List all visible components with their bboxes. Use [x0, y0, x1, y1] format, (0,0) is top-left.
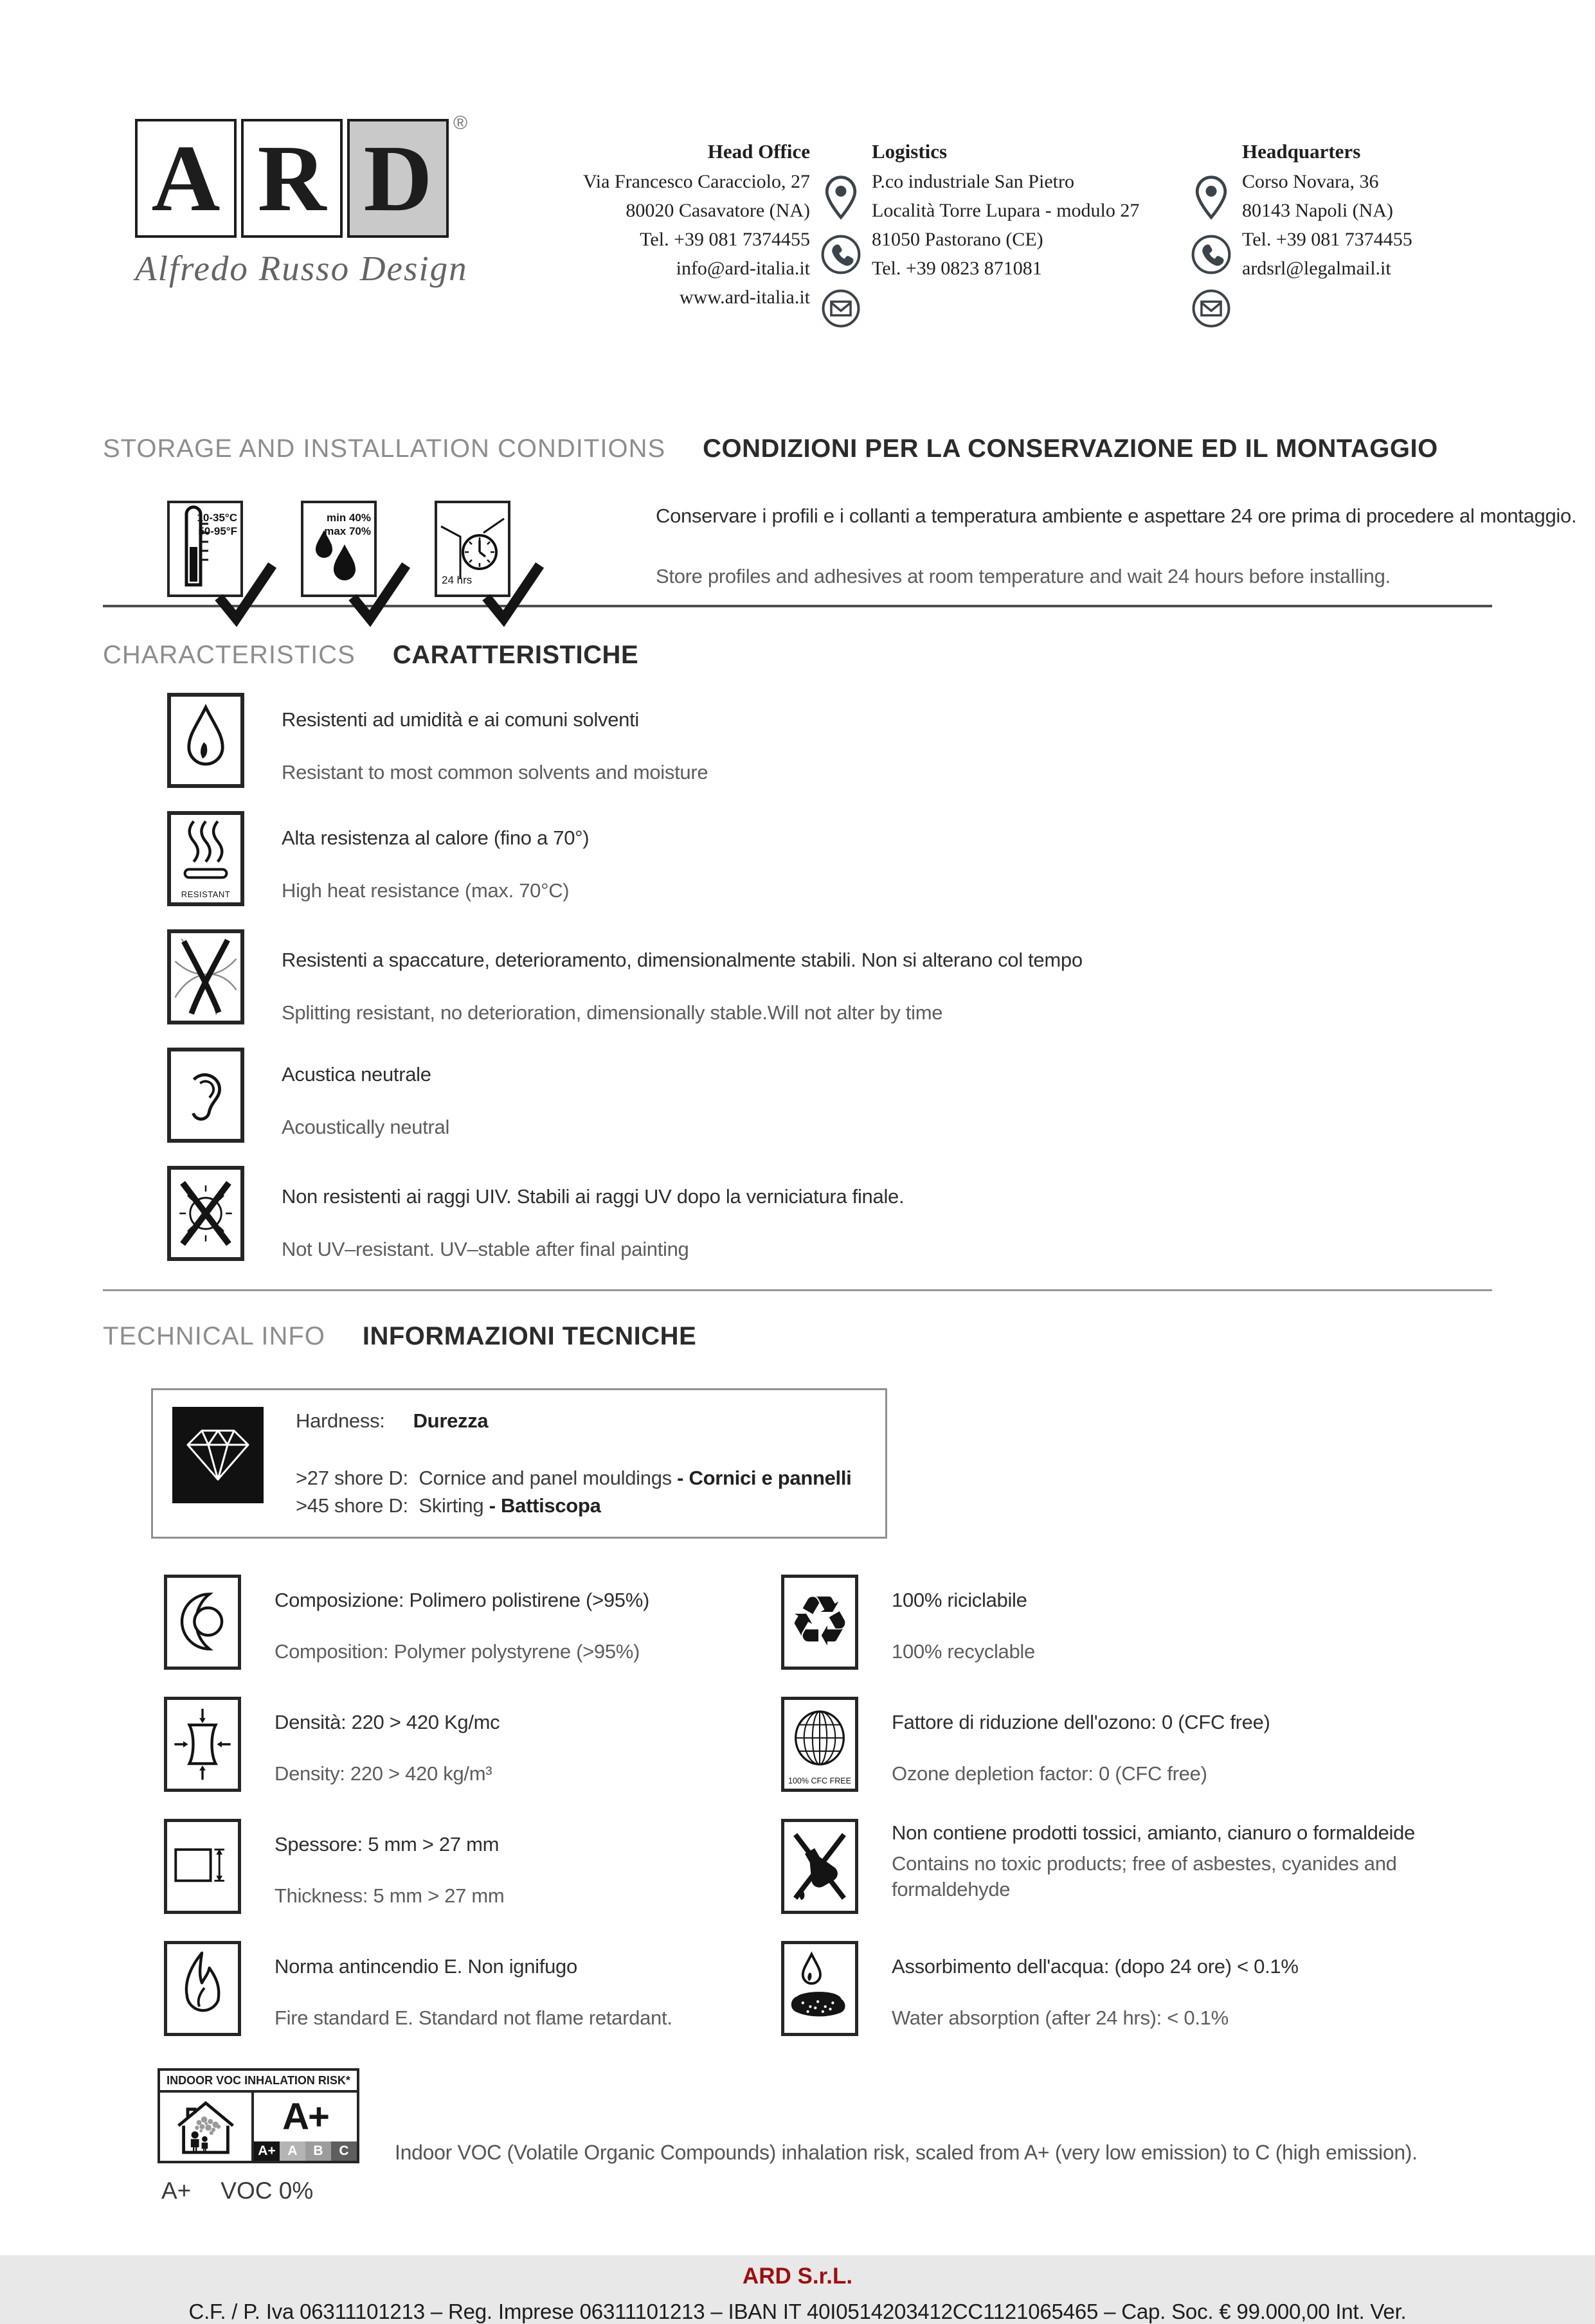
characteristic-row — [167, 811, 1492, 906]
tech-cell-no-toxic — [781, 1819, 1492, 1914]
hardness-it: - Cornici e pannelli — [677, 1467, 852, 1489]
storage-icons — [167, 501, 656, 598]
storage-text-en: Store profiles and adhesives at room temperature and wait 24 hours before installing. — [656, 565, 1391, 587]
headquarters-block — [1242, 137, 1486, 332]
logistics-phone: Tel. +39 0823 871081 — [872, 257, 1042, 279]
checkmark-icon — [480, 560, 546, 627]
checkmark-icon — [212, 560, 279, 627]
not-uv-resistant-icon — [167, 1166, 244, 1261]
checkmark-icon — [346, 560, 413, 627]
wait-24-hours-icon — [435, 501, 510, 597]
voc-scale-a-plus: A+ — [254, 2141, 280, 2161]
acoustically-neutral-icon — [167, 1048, 244, 1143]
thickness-icon — [164, 1819, 241, 1914]
tech-cell-recyclable — [781, 1575, 1492, 1670]
characteristic-it: Acustica neutrale — [282, 1063, 431, 1086]
voc-grade: A+ — [282, 2096, 329, 2138]
tech-item-it: Composizione: Polimero polistirene (>95%) — [275, 1588, 649, 1611]
temperature-range-icon — [167, 501, 243, 597]
voc-description: Indoor VOC (Volatile Organic Compounds) inhalation risk, scaled from A+ (very low emission) to C (high emission). — [395, 2141, 1418, 2165]
header — [103, 0, 1492, 332]
hardness-box — [151, 1388, 887, 1539]
wait-24h-label: 24 hrs — [442, 573, 473, 586]
logo-subtitle: Alfredo Russo Design — [135, 249, 468, 288]
voc-scale-b: B — [305, 2141, 331, 2161]
hardness-value: >27 shore D: — [296, 1467, 408, 1489]
humidity-range-icon — [301, 501, 377, 597]
phone-icon — [820, 234, 861, 278]
tech-item-it: Fattore di riduzione dell'ozono: 0 (CFC free) — [892, 1710, 1270, 1733]
no-toxic-products-icon — [781, 1819, 858, 1914]
tech-cell-density — [164, 1697, 775, 1792]
hardness-row — [296, 1492, 852, 1520]
voc-scale-a: A — [280, 2141, 305, 2161]
voc-section — [158, 2068, 1492, 2204]
recyclable-icon: ♻ — [781, 1575, 858, 1670]
tech-cell-composition — [164, 1575, 775, 1670]
hardness-en: Skirting — [419, 1494, 484, 1517]
logistics-block — [872, 137, 1180, 332]
divider — [103, 1289, 1492, 1291]
moisture-resistant-icon — [167, 693, 244, 788]
headquarters-title: Headquarters — [1242, 140, 1361, 163]
heat-resistant-icon-label: RESISTANT — [181, 889, 231, 899]
divider — [103, 605, 1492, 607]
footer-company-name: ARD S.r.L. — [742, 2263, 853, 2289]
voc-house-icon — [160, 2093, 254, 2161]
tech-item-en: Water absorption (after 24 hrs): < 0.1% — [892, 2006, 1229, 2029]
tech-item-it: Norma antincendio E. Non ignifugo — [275, 1954, 577, 1978]
head-office-website: www.ard-italia.it — [680, 286, 810, 308]
temperature-fahrenheit-label: 50-95°F — [198, 525, 237, 538]
storage-body — [103, 501, 1577, 598]
characteristic-it: Resistenti ad umidità e ai comuni solventi — [282, 708, 640, 731]
characteristic-row — [167, 693, 1492, 788]
density-icon — [164, 1697, 241, 1792]
head-office-phone: Tel. +39 081 7374455 — [640, 228, 810, 250]
logo-letter-d: D — [347, 119, 449, 238]
tech-item-en: Ozone depletion factor: 0 (CFC free) — [892, 1762, 1207, 1785]
footer — [103, 2264, 1492, 2324]
characteristic-en: Acoustically neutral — [282, 1116, 450, 1138]
logistics-address-line: 81050 Pastorano (CE) — [872, 228, 1043, 250]
characteristic-row — [167, 1048, 1492, 1143]
tech-cell-ozone — [781, 1697, 1492, 1792]
heat-resistant-icon — [167, 811, 244, 906]
characteristic-it: Non resistenti ai raggi UIV. Stabili ai raggi UV dopo la verniciatura finale. — [282, 1185, 905, 1208]
storage-title-it: CONDIZIONI PER LA CONSERVAZIONE ED IL MONTAGGIO — [703, 434, 1438, 463]
logistics-address-line: P.co industriale San Pietro — [872, 170, 1074, 192]
technical-section-heading — [103, 1322, 1492, 1351]
hardness-value: >45 shore D: — [296, 1494, 408, 1517]
technical-title-it: INFORMAZIONI TECNICHE — [362, 1322, 697, 1350]
characteristic-en: Resistant to most common solvents and moisture — [282, 761, 708, 783]
ozone-depletion-icon — [781, 1697, 858, 1792]
head-office-address-line: Via Francesco Caracciolo, 27 — [582, 170, 810, 192]
headquarters-email: ardsrl@legalmail.it — [1242, 257, 1391, 279]
logo-letter-a: A — [135, 119, 237, 238]
tech-item-it: Densità: 220 > 420 Kg/mc — [275, 1710, 500, 1733]
hardness-en: Cornice and panel mouldings — [419, 1467, 672, 1489]
characteristics-section-heading — [103, 641, 1492, 670]
storage-text-it: Conservare i profili e i collanti a temperatura ambiente e aspettare 24 ore prima di procedere al montaggio. — [656, 505, 1577, 527]
technical-title-en: TECHNICAL INFO — [103, 1322, 325, 1350]
characteristic-row — [167, 929, 1492, 1024]
tech-item-it: Non contiene prodotti tossici, amianto, cianuro o formaldeide — [892, 1821, 1415, 1844]
voc-scale — [254, 2141, 357, 2161]
tech-item-it: Assorbimento dell'acqua: (dopo 24 ore) < 0.1% — [892, 1954, 1299, 1978]
technical-grid — [164, 1575, 1492, 2036]
humidity-min-label: min 40% — [327, 512, 371, 524]
composition-icon — [164, 1575, 241, 1670]
ozone-icon-label: 100% CFC FREE — [788, 1776, 851, 1785]
tech-item-en: Density: 220 > 420 kg/m³ — [275, 1762, 492, 1785]
email-icon — [821, 289, 861, 332]
voc-result-value: VOC 0% — [221, 2177, 314, 2204]
water-absorption-icon — [781, 1941, 858, 2036]
contact-columns — [553, 119, 1492, 332]
voc-scale-c: C — [331, 2141, 357, 2161]
head-office-title: Head Office — [707, 140, 810, 163]
voc-box-title: INDOOR VOC INHALATION RISK* — [160, 2071, 357, 2093]
tech-item-en: Fire standard E. Standard not flame retardant. — [275, 2006, 672, 2029]
voc-result-grade: A+ — [161, 2177, 192, 2204]
characteristic-en: Splitting resistant, no deterioration, dimensionally stable.Will not alter by time — [282, 1001, 943, 1024]
voc-result — [161, 2177, 359, 2204]
hardness-label-en: Hardness: — [296, 1409, 385, 1432]
footer-legal-line: C.F. / P. Iva 06311101213 – Reg. Imprese 06311101213 – IBAN IT 40I0514203412CC1121065465 – Cap. Soc. € 99.000,00 Int. Ver. — [188, 2299, 1407, 2323]
head-office-address-line: 80020 Casavatore (NA) — [626, 199, 810, 221]
phone-icon — [1191, 234, 1232, 278]
tech-item-en: Composition: Polymer polystyrene (>95%) — [275, 1640, 640, 1663]
contact-icons-right — [1180, 137, 1242, 332]
head-office-block — [553, 137, 810, 332]
location-pin-icon — [1193, 174, 1230, 224]
hardness-it: - Battiscopa — [489, 1494, 601, 1517]
characteristic-en: Not UV–resistant. UV–stable after final painting — [282, 1238, 689, 1260]
tech-cell-water-absorption — [781, 1941, 1492, 2036]
email-icon — [1191, 289, 1231, 332]
characteristic-it: Resistenti a spaccature, deterioramento, dimensionalmente stabili. Non si alterano col tempo — [282, 949, 1083, 971]
storage-texts — [656, 501, 1576, 598]
tech-cell-thickness — [164, 1819, 775, 1914]
storage-section-heading — [103, 434, 1492, 463]
characteristic-it: Alta resistenza al calore (fino a 70°) — [282, 827, 590, 849]
characteristic-en: High heat resistance (max. 70°C) — [282, 879, 570, 902]
logo-letter-r: R — [241, 119, 343, 238]
tech-cell-fire — [164, 1941, 775, 2036]
temperature-celsius-label: 10-35°C — [197, 512, 237, 524]
characteristics-title-en: CHARACTERISTICS — [103, 641, 356, 669]
tech-item-en: Contains no toxic products; free of asbestes, cyanides and formaldehyde — [892, 1852, 1397, 1901]
tech-item-en: 100% recyclable — [892, 1640, 1035, 1663]
tech-item-it: Spessore: 5 mm > 27 mm — [275, 1832, 500, 1855]
headquarters-phone: Tel. +39 081 7374455 — [1242, 228, 1412, 250]
characteristics-title-it: CARATTERISTICHE — [392, 641, 639, 669]
fire-standard-icon — [164, 1941, 241, 2036]
voc-label-box — [158, 2068, 359, 2163]
registered-trademark-symbol: ® — [453, 112, 468, 134]
location-pin-icon — [822, 174, 860, 224]
headquarters-address-line: 80143 Napoli (NA) — [1242, 199, 1393, 221]
splitting-resistant-icon — [167, 929, 244, 1024]
hardness-diamond-icon — [172, 1407, 264, 1503]
headquarters-address-line: Corso Novara, 36 — [1242, 170, 1379, 192]
contact-icons-left — [810, 137, 872, 332]
hardness-label-it: Durezza — [413, 1409, 489, 1432]
tech-item-en: Thickness: 5 mm > 27 mm — [275, 1884, 505, 1907]
storage-title-en: STORAGE AND INSTALLATION CONDITIONS — [103, 434, 666, 463]
humidity-max-label: max 70% — [324, 525, 371, 538]
tech-item-it: 100% riciclabile — [892, 1588, 1027, 1611]
company-logo — [135, 112, 553, 332]
head-office-email: info@ard-italia.it — [676, 257, 810, 279]
logistics-title: Logistics — [872, 140, 948, 163]
logistics-address-line: Località Torre Lupara - modulo 27 — [872, 199, 1140, 221]
characteristic-row — [167, 1166, 1492, 1261]
hardness-row — [296, 1465, 852, 1492]
